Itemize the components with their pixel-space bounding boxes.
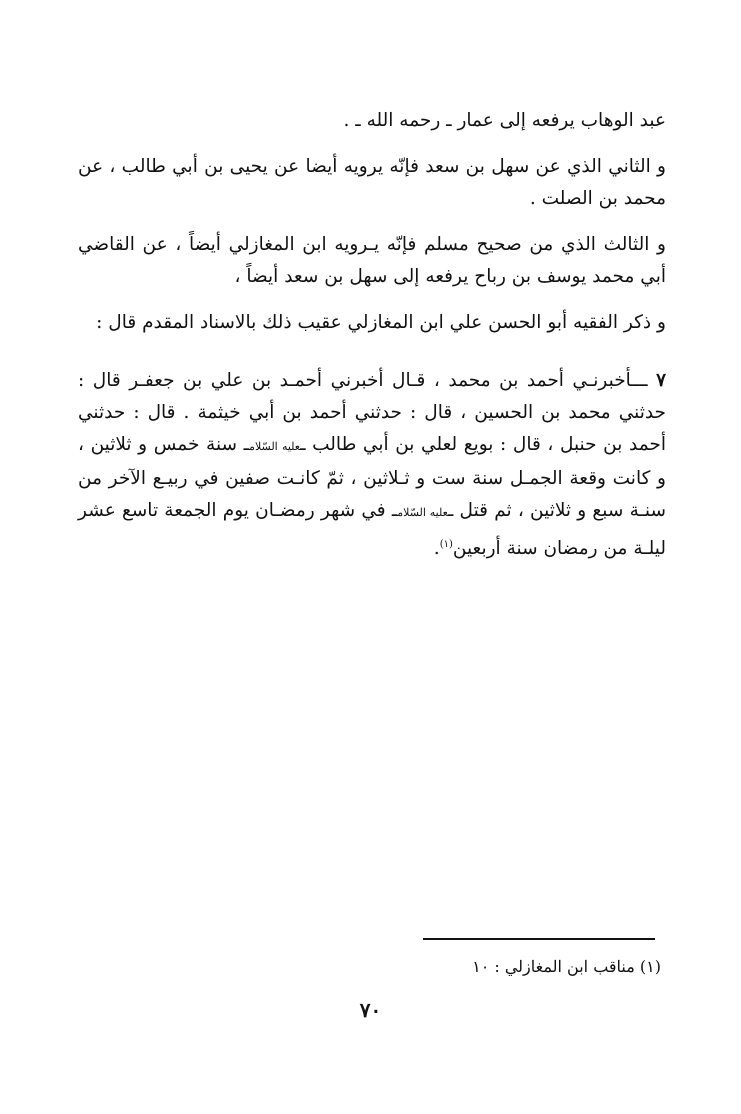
hadith-paragraph (78, 365, 666, 565)
main-text (78, 105, 666, 565)
footnote: (١) مناقب ابن المغازلي : ١٠ (472, 957, 661, 976)
footnote-divider (423, 938, 655, 940)
paragraph-4: و ذكر الفقيه أبو الحسن علي ابن المغازلي عقيب ذلك بالاسناد المقدم قال : (96, 312, 666, 333)
honorific-2: عليه السّلام (397, 506, 448, 519)
hadith-text-part-3: ـ في شهر رمضـان يوم الجمعة تاسع عشر ليلـة من رمضان سنة أربعين (78, 500, 666, 560)
page-number: ٧٠ (359, 998, 382, 1022)
hadith-number: ٧ (656, 370, 666, 391)
honorific-1: عليه السّلام (249, 440, 301, 453)
paragraph-1: عبد الوهاب يرفعه إلى عمار ـ رحمه الله ـ . (343, 110, 666, 131)
hadith-dash: ـــ (631, 370, 648, 391)
footnote-reference: (١) (439, 539, 453, 550)
hadith-text-part-2: ـ سنة خمس و ثلاثين ، و كانت وقعة الجمـل سنة ست و ثـلاثين ، ثمّ كانـت صفين في ربيـع الآخر من سنـة سبع و ثلاثين ، ثم قتل ـ (78, 434, 666, 521)
hadith-end: . (433, 538, 440, 560)
paragraph-2: و الثاني الذي عن سهل بن سعد فإنّه يرويه أيضا عن يحيى بن أبي طالب ، عن محمد بن الصلت . (78, 156, 666, 209)
hadith-text-part-1: أخبرنـي أحمد بن محمد ، قـال أخبرني أحمـد بن علي بن جعفـر قال : حدثني محمد بن الحسين ، قال : حدثني أحمد بن أبي خيثمة . قال : حدثني أحمد بن حنبل ، قال : بويع لعلي بن أبي طالب ـ (78, 370, 666, 455)
paragraph-3: و الثالث الذي من صحيح مسلم فإنّه يـرويه ابن المغازلي أيضاً ، عن القاضي أبي محمد يوسف بن رباح يرفعه إلى سهل بن سعد أيضاً ، (78, 234, 666, 287)
